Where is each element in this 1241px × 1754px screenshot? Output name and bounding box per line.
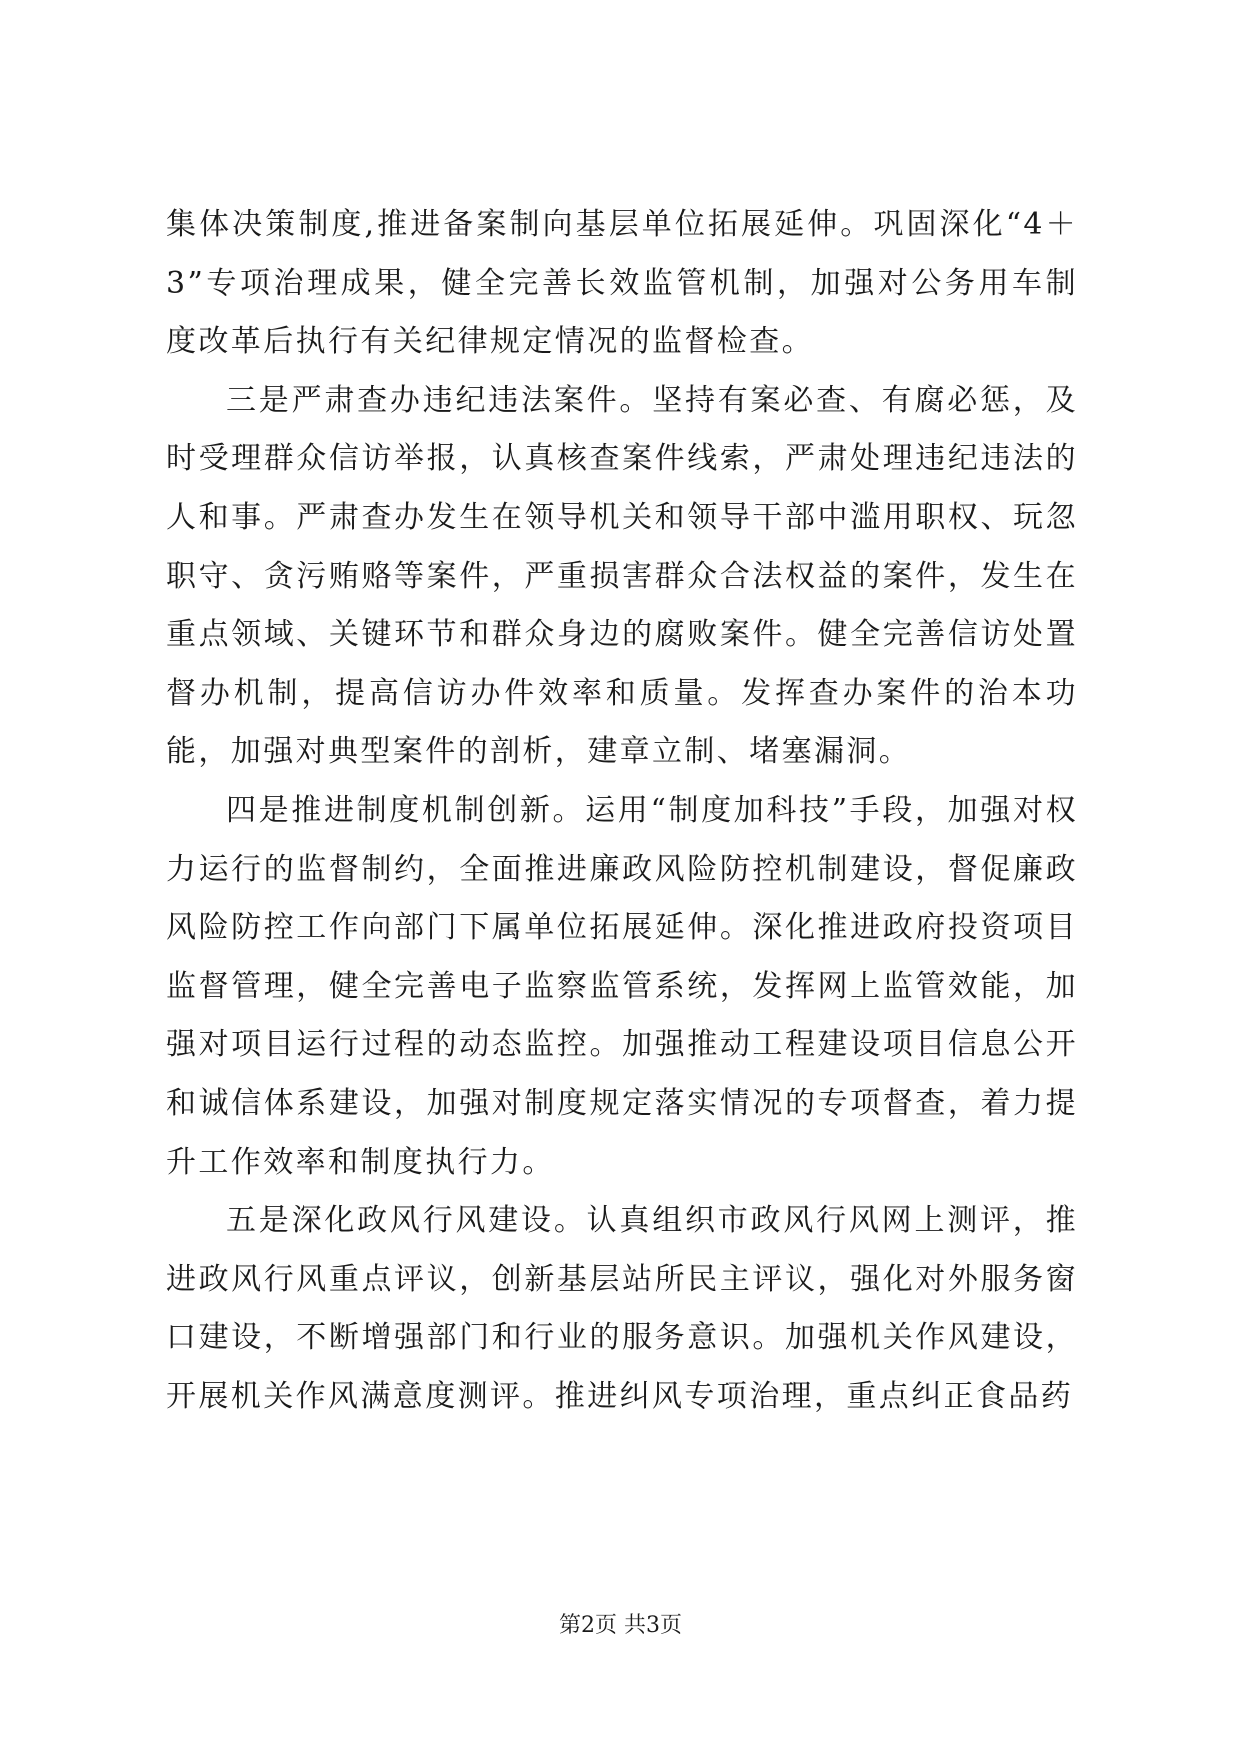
paragraph-item-three: 三是严肃查办违纪违法案件。坚持有案必查、有腐必惩，及时受理群众信访举报，认真核查案件线索，严肃处理违纪违法的人和事。严肃查办发生在领导机关和领导干部中滥用职权、玩忽职守、贪污贿赂等案件，严重损害群众合法权益的案件，发生在重点领域、关键环节和群众身边的腐败案件。健全完善信访处置督办机制，提高信访办件效率和质量。发挥查办案件的治本功能，加强对典型案件的剖析，建章立制、堵塞漏洞。: [166, 382, 1078, 770]
paragraph-item-five: 五是深化政风行风建设。认真组织市政风行风网上测评，推进政风行风重点评议，创新基层站所民主评议，强化对外服务窗口建设，不断增强部门和行业的服务意识。加强机关作风建设，开展机关作风满意度测评。推进纠风专项治理，重点纠正食品药: [166, 1203, 1078, 1414]
page-number-footer: 第2页 共3页: [559, 1613, 682, 1638]
document-body: [166, 196, 1078, 1426]
paragraph-continuation: 集体决策制度,推进备案制向基层单位拓展延伸。巩固深化“4＋3”专项治理成果，健全完善长效监管机制，加强对公务用车制度改革后执行有关纪律规定情况的监督检查。: [166, 207, 1078, 360]
paragraph-item-four: 四是推进制度机制创新。运用“制度加科技”手段，加强对权力运行的监督制约，全面推进廉政风险防控机制建设，督促廉政风险防控工作向部门下属单位拓展延伸。深化推进政府投资项目监督管理，健全完善电子监察监管系统，发挥网上监管效能，加强对项目运行过程的动态监控。加强推动工程建设项目信息公开和诚信体系建设，加强对制度规定落实情况的专项督查，着力提升工作效率和制度执行力。: [166, 792, 1078, 1180]
